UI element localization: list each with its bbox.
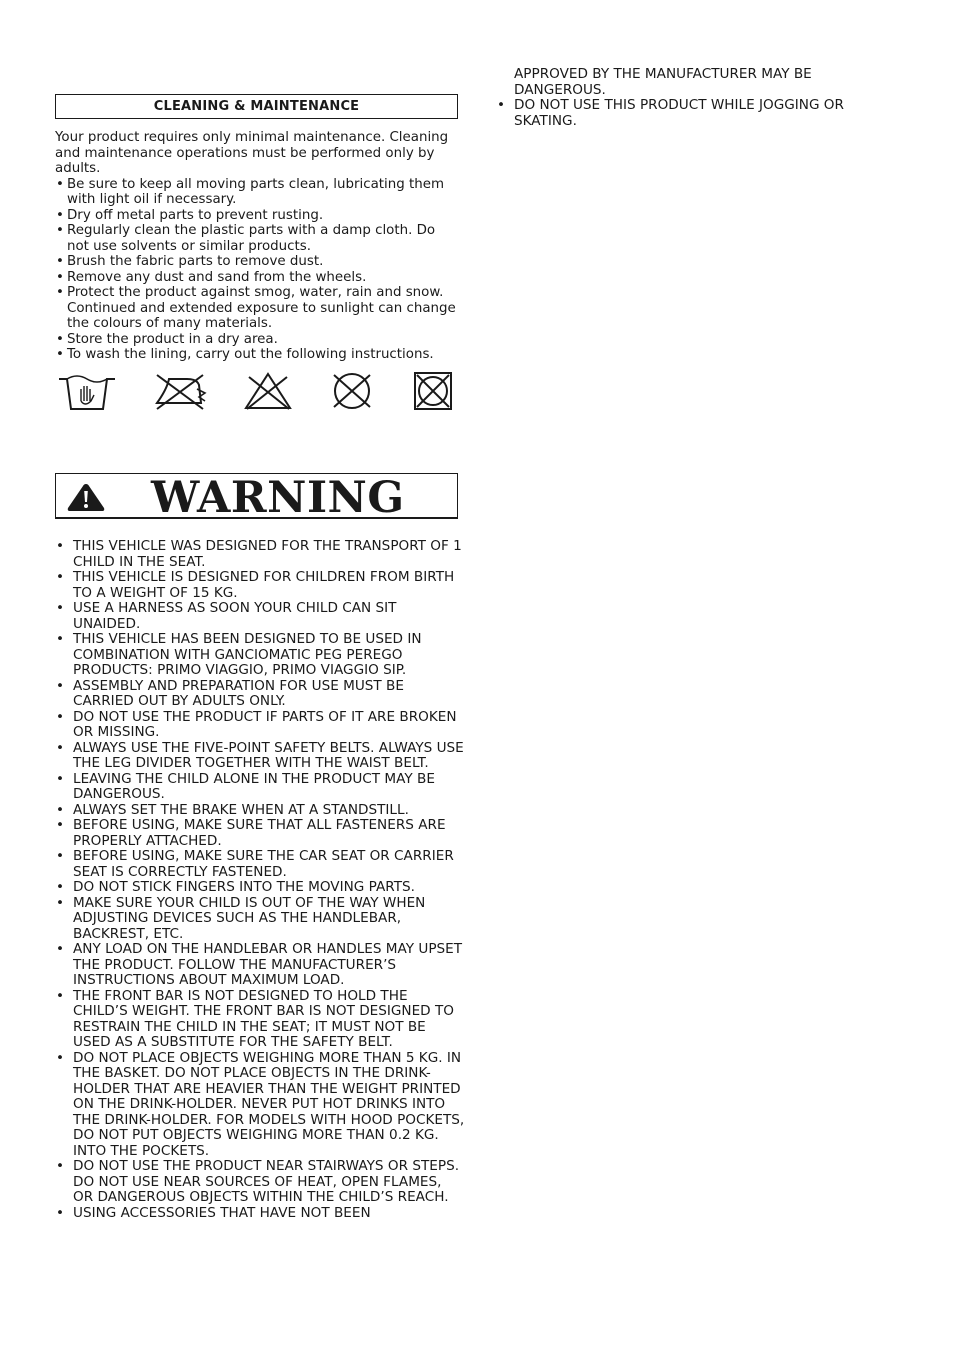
cleaning-maintenance-section bbox=[55, 94, 458, 411]
section-title: CLEANING & MAINTENANCE bbox=[55, 94, 458, 119]
list-item: • USING ACCESSORIES THAT HAVE NOT BEEN bbox=[55, 1206, 465, 1222]
list-item: • To wash the lining, carry out the following instructions. bbox=[55, 347, 458, 363]
list-item: • ANY LOAD ON THE HANDLEBAR OR HANDLES MAY UPSET THE PRODUCT. FOLLOW THE MANUFACTURER’S INSTRUCTIONS ABOUT MAXIMUM LOAD. bbox=[55, 942, 465, 989]
warning-header bbox=[55, 473, 458, 523]
list-item: • BEFORE USING, MAKE SURE THE CAR SEAT OR CARRIER SEAT IS CORRECTLY FASTENED. bbox=[55, 849, 465, 880]
list-item: • DO NOT USE THE PRODUCT IF PARTS OF IT ARE BROKEN OR MISSING. bbox=[55, 710, 465, 741]
maintenance-list bbox=[55, 177, 458, 363]
list-item: • DO NOT PLACE OBJECTS WEIGHING MORE THAN 5 KG. IN THE BASKET. DO NOT PLACE OBJECTS IN THE DRINK-HOLDER THAT ARE HEAVIER THAN THE WEIGHT PRINTED ON THE DRINK-HOLDER. NEVER PUT HOT DRINKS INTO THE DRINK-HOLDER. FOR MODELS WITH HOOD POCKETS, DO NOT PUT OBJECTS WEIGHING MORE THAN 0.2 KG. INTO THE POCKETS. bbox=[55, 1051, 465, 1160]
warning-list-continued bbox=[497, 98, 897, 129]
list-item: • THIS VEHICLE WAS DESIGNED FOR THE TRANSPORT OF 1 CHILD IN THE SEAT. bbox=[55, 539, 465, 570]
list-item: • Remove any dust and sand from the wheels. bbox=[55, 270, 458, 286]
list-item: • DO NOT STICK FINGERS INTO THE MOVING PARTS. bbox=[55, 880, 465, 896]
hand-wash-icon bbox=[57, 371, 117, 411]
list-item: • MAKE SURE YOUR CHILD IS OUT OF THE WAY WHEN ADJUSTING DEVICES SUCH AS THE HANDLEBAR, BACKREST, ETC. bbox=[55, 896, 465, 943]
warning-triangle-icon bbox=[66, 482, 106, 512]
list-item: • BEFORE USING, MAKE SURE THAT ALL FASTENERS ARE PROPERLY ATTACHED. bbox=[55, 818, 465, 849]
list-item: • DO NOT USE THIS PRODUCT WHILE JOGGING OR SKATING. bbox=[497, 98, 897, 129]
care-icons bbox=[55, 371, 458, 411]
list-item: • DO NOT USE THE PRODUCT NEAR STAIRWAYS OR STEPS. DO NOT USE NEAR SOURCES OF HEAT, OPEN FLAMES, OR DANGEROUS OBJECTS WITHIN THE CHILD’S REACH. bbox=[55, 1159, 465, 1206]
list-item: • THE FRONT BAR IS NOT DESIGNED TO HOLD THE CHILD’S WEIGHT. THE FRONT BAR IS NOT DESIGNED TO RESTRAIN THE CHILD IN THE SEAT; IT MUST NOT BE USED AS A SUBSTITUTE FOR THE SAFETY BELT. bbox=[55, 989, 465, 1051]
list-item: • THIS VEHICLE IS DESIGNED FOR CHILDREN FROM BIRTH TO A WEIGHT OF 15 KG. bbox=[55, 570, 465, 601]
list-item: • ALWAYS SET THE BRAKE WHEN AT A STANDSTILL. bbox=[55, 803, 465, 819]
do-not-iron-icon bbox=[153, 371, 207, 411]
list-item: • THIS VEHICLE HAS BEEN DESIGNED TO BE USED IN COMBINATION WITH GANCIOMATIC PEG PEREGO PRODUCTS: PRIMO VIAGGIO, PRIMO VIAGGIO SIP. bbox=[55, 632, 465, 679]
warning-list-right bbox=[497, 67, 897, 129]
warning-list-left bbox=[55, 539, 465, 1221]
do-not-tumble-dry-icon bbox=[412, 371, 454, 411]
list-item: • LEAVING THE CHILD ALONE IN THE PRODUCT MAY BE DANGEROUS. bbox=[55, 772, 465, 803]
warning-list bbox=[55, 539, 465, 1221]
do-not-bleach-icon bbox=[243, 371, 293, 411]
continued-item-text: APPROVED BY THE MANUFACTURER MAY BE DANGEROUS. bbox=[514, 66, 812, 98]
list-item: • Regularly clean the plastic parts with a damp cloth. Do not use solvents or similar products. bbox=[55, 223, 458, 254]
list-item: • Be sure to keep all moving parts clean, lubricating them with light oil if necessary. bbox=[55, 177, 458, 208]
list-item: • ASSEMBLY AND PREPARATION FOR USE MUST BE CARRIED OUT BY ADULTS ONLY. bbox=[55, 679, 465, 710]
maintenance-intro: Your product requires only minimal maintenance. Cleaning and maintenance operations must be performed only by adults. bbox=[55, 130, 449, 176]
warning-title: WARNING bbox=[151, 473, 405, 523]
list-item: • USE A HARNESS AS SOON YOUR CHILD CAN SIT UNAIDED. bbox=[55, 601, 465, 632]
list-item: • Brush the fabric parts to remove dust. bbox=[55, 254, 458, 270]
list-item: • ALWAYS USE THE FIVE-POINT SAFETY BELTS. ALWAYS USE THE LEG DIVIDER TOGETHER WITH THE WAIST BELT. bbox=[55, 741, 465, 772]
do-not-dry-clean-icon bbox=[328, 371, 376, 411]
list-item: • Store the product in a dry area. bbox=[55, 332, 458, 348]
list-item: • Dry off metal parts to prevent rusting. bbox=[55, 208, 458, 224]
list-item: • Protect the product against smog, water, rain and snow. Continued and extended exposure to sunlight can change the colours of many materials. bbox=[55, 285, 458, 332]
